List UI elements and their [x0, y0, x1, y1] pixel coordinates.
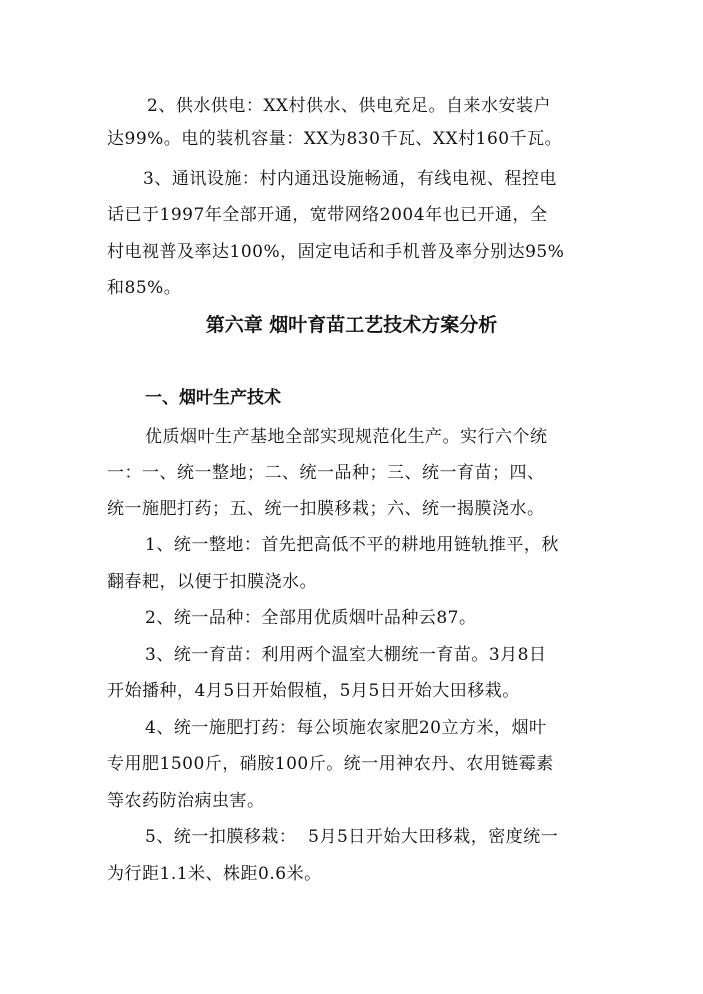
text-line: 1、统一整地：首先把高低不平的耕地用链轨推平，秋 [145, 535, 559, 555]
text-line: 等农药防治病虫害。 [107, 791, 265, 811]
text-line: 4、统一施肥打药：每公顷施农家肥20立方米，烟叶 [145, 718, 547, 738]
text-line: 5、统一扣膜移栽： 5月5日开始大田移栽，密度统一 [145, 827, 559, 847]
text-line: 2、统一品种：全部用优质烟叶品种云87。 [145, 608, 477, 628]
section-heading: 一、烟叶生产技术 [145, 388, 281, 408]
text-line: 翻春耙，以便于扣膜浇水。 [107, 572, 317, 592]
text-line: 2、供水供电：XX村供水、供电充足。自来水安装户 [147, 96, 552, 116]
text-line: 达99%。电的装机容量：XX为830千瓦、XX村160千瓦。 [107, 129, 563, 149]
text-line: 专用肥1500斤，硝胺100斤。统一用神农丹、农用链霉素 [107, 754, 554, 774]
text-line: 一：一、统一整地；二、统一品种；三、统一育苗；四、 [107, 463, 545, 483]
text-line: 开始播种，4月5日开始假植，5月5日开始大田移栽。 [107, 681, 520, 701]
chapter-title: 第六章 烟叶育苗工艺技术方案分析 [205, 314, 498, 336]
text-line: 3、通讯设施：村内通迅设施畅通，有线电视、程控电 [143, 169, 557, 189]
text-line: 和85%。 [107, 278, 182, 298]
text-line: 村电视普及率达100%，固定电话和手机普及率分别达95% [107, 242, 565, 262]
text-line: 统一施肥打药；五、统一扣膜移栽；六、统一揭膜浇水。 [107, 499, 545, 519]
text-line: 话已于1997年全部开通，宽带网络2004年也已开通，全 [107, 205, 548, 225]
text-line: 3、统一育苗：利用两个温室大棚统一育苗。3月8日 [145, 645, 547, 665]
text-line: 为行距1.1米、株距0.6米。 [107, 864, 322, 884]
text-line: 优质烟叶生产基地全部实现规范化生产。实行六个统 [145, 427, 548, 447]
